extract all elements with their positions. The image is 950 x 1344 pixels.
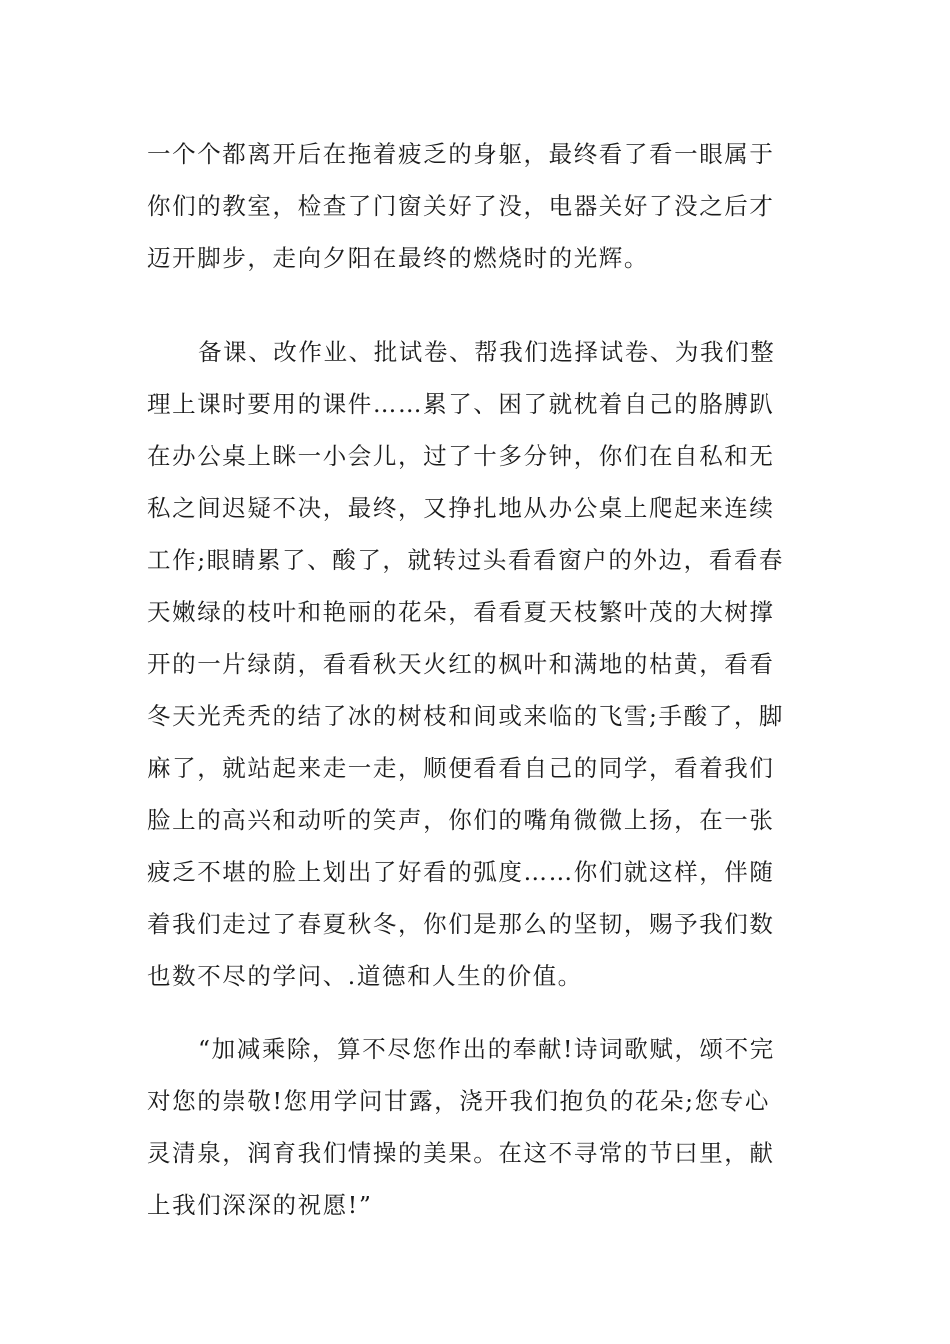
paragraph-1 [147, 128, 807, 284]
text-line: 天嫩绿的枝叶和艳丽的花朵，看看夏天枝繁叶茂的大树撑 [147, 598, 775, 626]
text-line: 麻了，就站起来走一走，顺便看看自己的同学，看着我们 [147, 754, 775, 782]
text-line: 备课、改作业、批试卷、帮我们选择试卷、为我们整 [198, 338, 776, 366]
text-line: 工作;眼睛累了、酸了，就转过头看看窗户的外边，看看春 [147, 546, 785, 574]
text-line: 上我们深深的祝愿!” [147, 1191, 373, 1219]
text-line: 理上课时要用的课件……累了、困了就枕着自己的胳膊趴 [147, 390, 775, 418]
text-line: 着我们走过了春夏秋冬，你们是那么的坚韧，赐予我们数 [147, 910, 775, 938]
text-line: 对您的崇敬!您用学问甘露，浇开我们抱负的花朵;您专心 [147, 1087, 770, 1115]
text-line: 你们的教室，检查了门窗关好了没，电器关好了没之后才 [147, 192, 775, 220]
paragraph-2 [147, 326, 807, 1002]
text-line: 迈开脚步，走向夕阳在最终的燃烧时的光辉。 [147, 244, 649, 272]
text-line: “加减乘除，算不尽您作出的奉献!诗词歌赋，颂不完 [198, 1035, 775, 1063]
text-line: 疲乏不堪的脸上划出了好看的弧度……你们就这样，伴随 [147, 858, 775, 886]
text-line: 也数不尽的学问、.道德和人生的价值。 [147, 962, 583, 990]
text-line: 脸上的高兴和动听的笑声，你们的嘴角微微上扬，在一张 [147, 806, 775, 834]
text-line: 开的一片绿荫，看看秋天火红的枫叶和满地的枯黄，看看 [147, 650, 775, 678]
text-line: 灵清泉，润育我们情操的美果。在这不寻常的节曰里，献 [147, 1139, 775, 1167]
text-line: 一个个都离开后在拖着疲乏的身躯，最终看了看一眼属于 [147, 140, 775, 168]
text-line: 在办公桌上眯一小会儿，过了十多分钟，你们在自私和无 [147, 442, 775, 470]
paragraph-3 [147, 1023, 807, 1231]
text-line: 私之间迟疑不决，最终，又挣扎地从办公桌上爬起来连续 [147, 494, 775, 522]
text-line: 冬天光秃秃的结了冰的树枝和间或来临的飞雪;手酸了，脚 [147, 702, 785, 730]
